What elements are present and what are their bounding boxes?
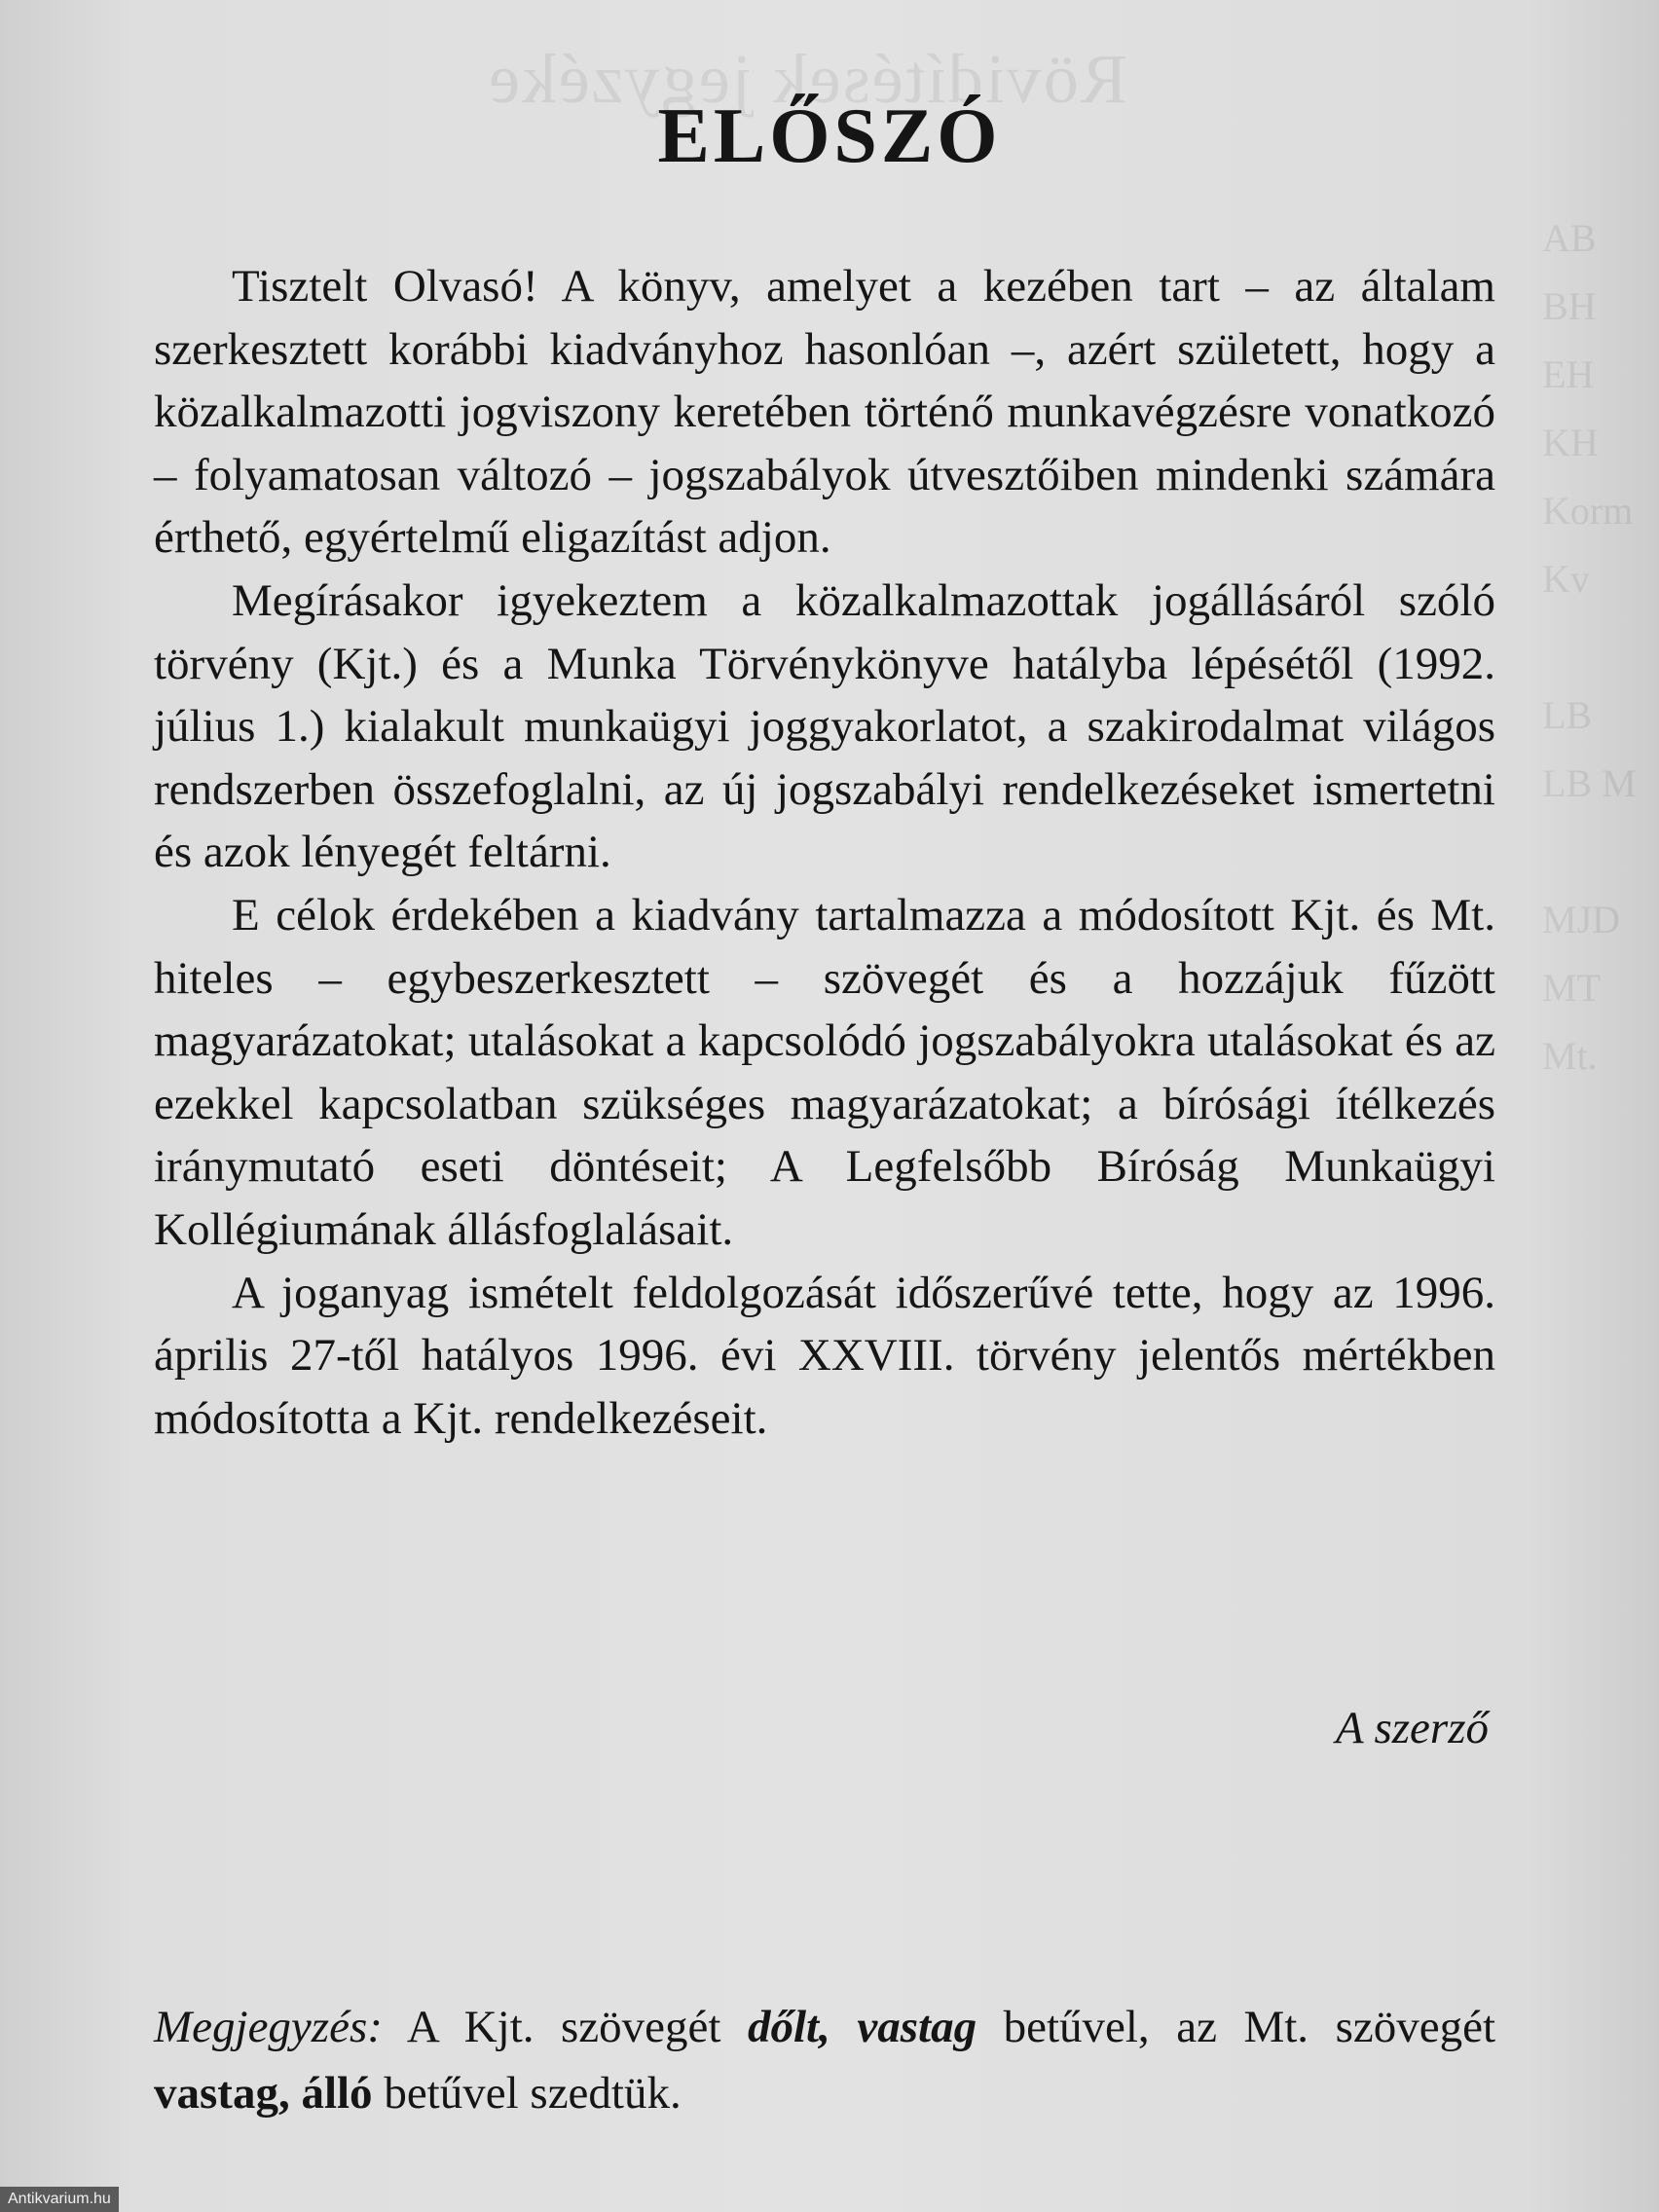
- paragraph-2: Megírásakor igyekeztem a közalkalmazottak jogállásáról szóló törvény (Kjt.) és a Munka Törvénykönyve hatályba lépésétől (1992. július 1.) kialakult munkaügyi joggyakorlatot, a szakirodalmat világos rendszerben összefoglalni, az új jogszabályi rendelkezéseket ismertetni és azok lényegét feltárni.: [154, 574, 1495, 878]
- bleed-through-margin: AB BH EH KH Korm Kv LB LB M MJD MT Mt.: [1542, 216, 1637, 1078]
- paragraph-3: E célok érdekében a kiadvány tartalmazza a módosított Kjt. és Mt. hiteles – egybeszerkesztett – szövegét és a hozzájuk fűzött magyarázatokat; utalásokat a kapcsolódó jogszabályokra utalásokat és az ezekkel kapcsolatban szükséges magyarázatokat; a bírósági ítélkezés iránymutató eseti döntéseit; A Legfelsőbb Bíróság Munkaügyi Kollégiumának állásfoglalásait.: [154, 889, 1495, 1255]
- typesetting-note: [154, 1994, 1495, 2126]
- note-text-3: betűvel szedtük.: [372, 2068, 682, 2119]
- page-title: ELŐSZÓ: [657, 93, 1002, 179]
- source-watermark: Antikvarium.hu: [0, 2187, 119, 2212]
- note-text-2: betűvel, az Mt. szövegét: [977, 2002, 1496, 2052]
- note-label: Megjegyzés:: [154, 2002, 383, 2052]
- paragraph-1: Tisztelt Olvasó! A könyv, amelyet a kezében tart – az általam szerkesztett korábbi kiadványhoz hasonlóan –, azért született, hogy a közalkalmazotti jogviszony keretében történő munkavégzésre vonatkozó – folyamatosan változó – jogszabályok útvesztőiben mindenki számára érthető, egyértelmű eligazítást adjon.: [154, 261, 1495, 564]
- author-signature: A szerző: [1335, 1703, 1489, 1753]
- note-bold: vastag, álló: [154, 2068, 373, 2119]
- bleed-through-heading: Rövidítések jegyzéke: [487, 40, 1127, 118]
- note-bold-italic: dőlt, vastag: [747, 2002, 977, 2052]
- note-text-1: A Kjt. szövegét: [382, 2002, 748, 2052]
- paragraph-4: A joganyag ismételt feldolgozását időszerűvé tette, hogy az 1996. április 27-től hatályos 1996. évi XXVIII. törvény jelentős mértékben módosította a Kjt. rendelkezéseit.: [154, 1267, 1495, 1444]
- preface-body: [154, 255, 1495, 1450]
